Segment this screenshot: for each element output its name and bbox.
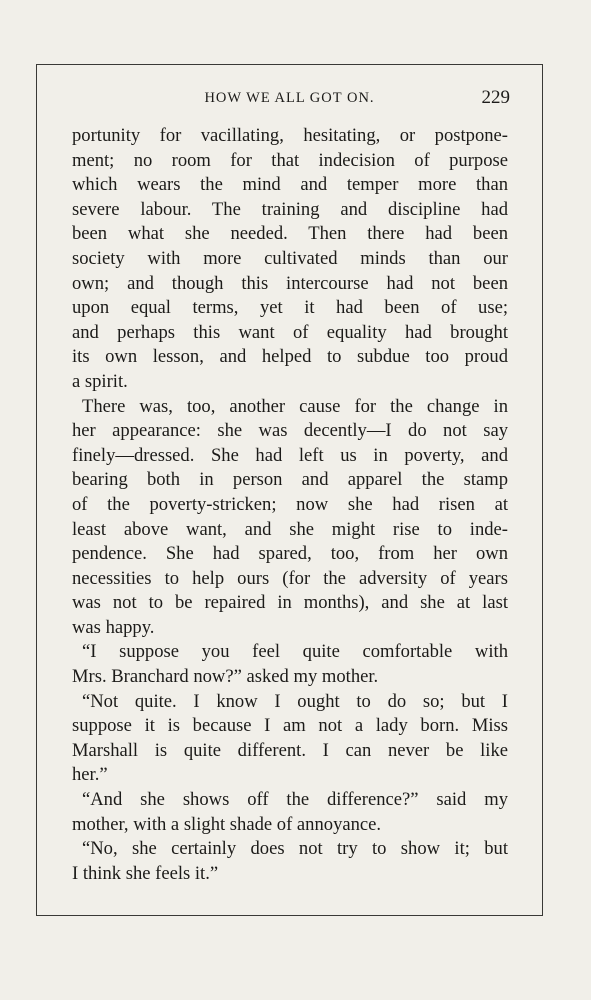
text-line: “I suppose you feel quite comfortable with <box>82 641 508 663</box>
text-line: portunity for vacillating, hesitating, or postpone- <box>72 125 508 146</box>
paragraph <box>72 788 508 837</box>
text-line: mother, with a slight shade of annoyance. <box>72 813 382 835</box>
page-number: 229 <box>481 87 510 108</box>
text-line: ment; no room for that indecision of purpose <box>72 149 508 171</box>
running-title: HOW WE ALL GOT ON. <box>204 90 375 106</box>
text-line: a spirit. <box>72 370 128 392</box>
text-line: upon equal terms, yet it had been of use; <box>72 297 508 319</box>
text-line: her appearance: she was decently—I do not say <box>72 420 508 442</box>
paragraph <box>72 124 508 395</box>
running-head <box>36 88 543 112</box>
text-line: her.” <box>72 764 108 786</box>
text-line: necessities to help ours (for the adversity of years <box>72 567 508 589</box>
text-line: society with more cultivated minds than our <box>72 247 508 269</box>
text-line: its own lesson, and helped to subdue too proud <box>72 346 508 368</box>
paragraph <box>72 640 508 689</box>
text-line: bearing both in person and apparel the stamp <box>72 469 508 491</box>
text-line: There was, too, another cause for the change in <box>82 395 508 417</box>
paragraph <box>72 395 508 641</box>
text-line: suppose it is because I am not a lady born. Miss <box>72 715 508 737</box>
text-line: least above want, and she might rise to inde- <box>72 518 508 540</box>
text-line: was not to be repaired in months), and she at last <box>72 592 508 614</box>
text-line: I think she feels it.” <box>72 862 219 884</box>
text-line: Marshall is quite different. I can never be like <box>72 739 508 761</box>
text-line: was happy. <box>72 616 155 638</box>
paragraph <box>72 837 508 886</box>
text-line: own; and though this intercourse had not been <box>72 272 508 294</box>
text-line: finely—dressed. She had left us in poverty, and <box>72 444 508 466</box>
text-line: “No, she certainly does not try to show it; but <box>82 838 508 860</box>
text-line: Mrs. Branchard now?” asked my mother. <box>72 666 379 688</box>
paragraph <box>72 690 508 788</box>
text-line: pendence. She had spared, too, from her own <box>72 543 508 565</box>
text-line: of the poverty-stricken; now she had risen at <box>72 493 508 515</box>
text-line: “And she shows off the difference?” said my <box>82 789 508 811</box>
text-line: severe labour. The training and discipline had <box>72 198 508 220</box>
text-line: and perhaps this want of equality had brought <box>72 321 508 343</box>
text-line: “Not quite. I know I ought to do so; but I <box>82 690 508 712</box>
text-line: which wears the mind and temper more than <box>72 174 508 196</box>
text-line: been what she needed. Then there had been <box>72 223 508 245</box>
body-text <box>72 124 508 886</box>
